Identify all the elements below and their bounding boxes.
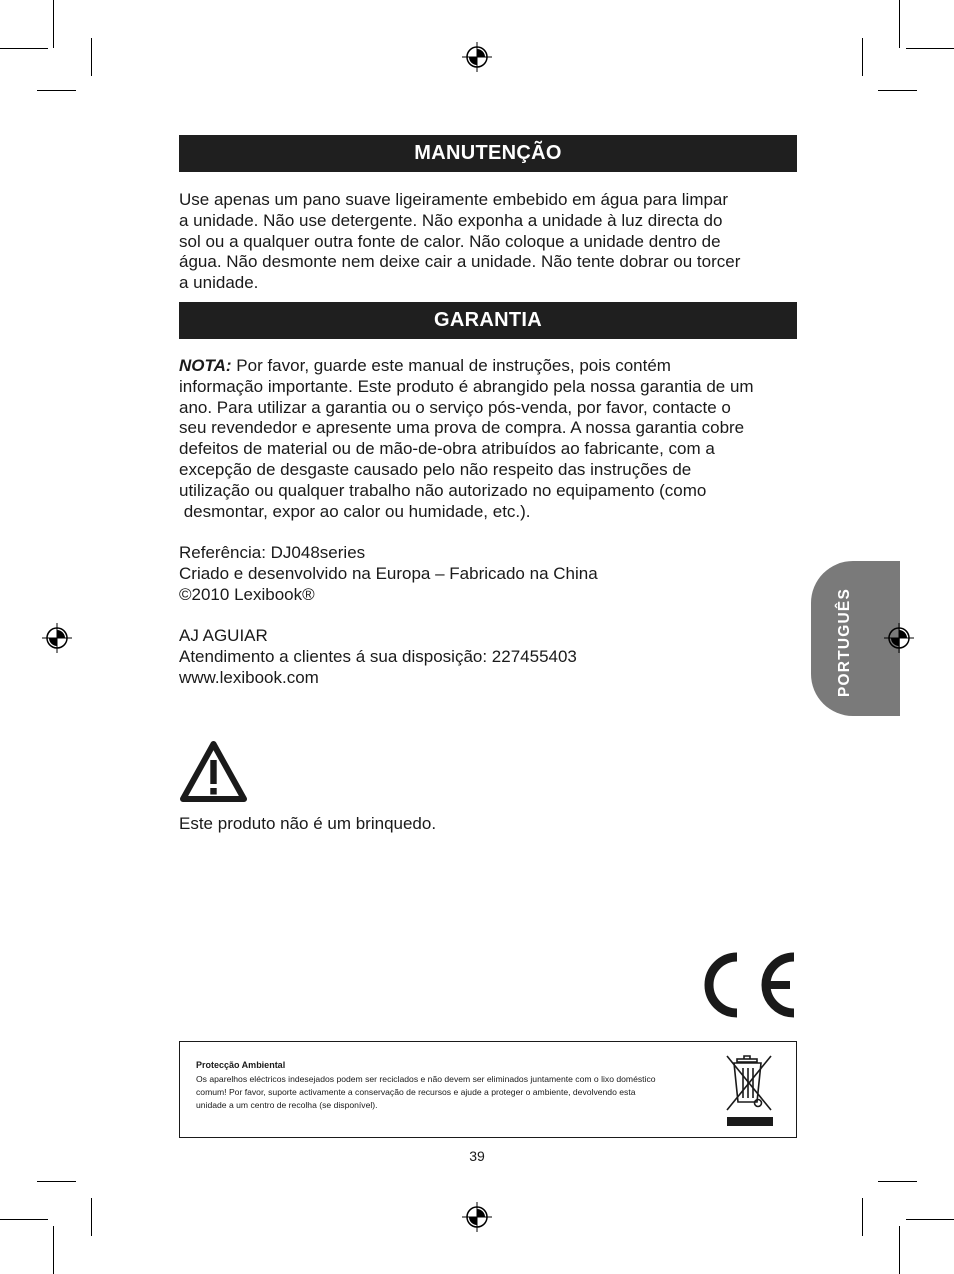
- garantia-text: [179, 356, 804, 522]
- manutencao-line: sol ou a qualquer outra fonte de calor. Não coloque a unidade dentro de: [179, 231, 721, 251]
- registration-mark-icon: [42, 623, 72, 653]
- language-tab-label: PORTUGUÊS: [836, 588, 853, 697]
- crop-mark: [53, 1226, 54, 1274]
- crop-mark: [862, 38, 863, 76]
- page-number: 39: [469, 1148, 485, 1164]
- crop-mark: [899, 0, 900, 48]
- crop-mark: [91, 1198, 92, 1236]
- environment-line: unidade a um centro de recolha (se disponível).: [196, 1100, 378, 1110]
- manutencao-text: [179, 190, 804, 294]
- crop-mark: [862, 1198, 863, 1236]
- garantia-line: [179, 356, 804, 377]
- garantia-first-line: Por favor, guarde este manual de instruções, pois contém: [231, 356, 671, 375]
- origin-text: Criado e desenvolvido na Europa – Fabricado na China: [179, 563, 598, 583]
- warning-triangle-icon: [179, 740, 248, 803]
- crop-mark: [37, 90, 76, 91]
- manutencao-line: a unidade.: [179, 273, 259, 293]
- manutencao-line: água. Não desmonte nem deixe cair a unidade. Não tente dobrar ou torcer: [179, 252, 741, 272]
- crop-mark: [0, 1219, 48, 1220]
- reference-text: Referência: DJ048series: [179, 543, 366, 562]
- crop-mark: [878, 90, 917, 91]
- garantia-line: seu revendedor e apresente uma prova de compra. A nossa garantia cobre: [179, 418, 745, 438]
- registration-mark-icon: [462, 42, 492, 72]
- distributor-name: AJ AGUIAR: [179, 626, 268, 645]
- garantia-line: informação importante. Este produto é abrangido pela nossa garantia de um: [179, 376, 754, 396]
- manutencao-line: a unidade. Não use detergente. Não exponha a unidade à luz directa do: [179, 210, 723, 230]
- garantia-line: defeitos de material ou de mão-de-obra atribuídos ao fabricante, com a: [179, 439, 715, 459]
- nota-label: NOTA:: [179, 356, 232, 375]
- contact-info: [179, 626, 804, 688]
- crop-mark: [0, 48, 48, 49]
- environment-notice: [179, 1041, 797, 1138]
- registration-mark-icon: [462, 1202, 492, 1232]
- crop-mark: [53, 0, 54, 48]
- manutencao-line: Use apenas um pano suave ligeiramente embebido em água para limpar: [179, 190, 729, 209]
- environment-title: Protecção Ambiental: [196, 1060, 286, 1070]
- environment-line: Os aparelhos eléctricos indesejados podem ser reciclados e não devem ser eliminados juntamente com o lixo doméstico: [196, 1074, 656, 1084]
- environment-text: [196, 1073, 706, 1112]
- garantia-line: desmontar, expor ao calor ou humidade, etc.).: [179, 501, 531, 521]
- crop-mark: [899, 1226, 900, 1274]
- crop-mark: [878, 1181, 917, 1182]
- garantia-line: excepção de desgaste causado pelo não respeito das instruções de: [179, 459, 692, 479]
- copyright-text: ©2010 Lexibook®: [179, 584, 315, 604]
- registration-mark-icon: [884, 623, 914, 653]
- support-phone: Atendimento a clientes á sua disposição: 227455403: [179, 646, 577, 666]
- environment-line: comum! Por favor, suporte activamente a conservação de recursos e ajude a proteger o ambiente, devolvendo esta: [196, 1087, 636, 1097]
- crop-mark: [906, 48, 954, 49]
- product-info: [179, 543, 804, 605]
- garantia-line: utilização ou qualquer trabalho não autorizado no equipamento (como: [179, 480, 707, 500]
- crop-mark: [906, 1219, 954, 1220]
- crossed-bin-icon: [721, 1050, 777, 1130]
- ce-mark-icon: [698, 949, 798, 1021]
- section-header-manutencao: MANUTENÇÃO: [179, 135, 797, 172]
- website-link[interactable]: www.lexibook.com: [179, 667, 319, 687]
- warning-text: Este produto não é um brinquedo.: [179, 814, 437, 833]
- crop-mark: [91, 38, 92, 76]
- garantia-line: ano. Para utilizar a garantia ou o serviço pós-venda, por favor, contacte o: [179, 397, 731, 417]
- section-header-garantia: GARANTIA: [179, 302, 797, 339]
- crop-mark: [37, 1181, 76, 1182]
